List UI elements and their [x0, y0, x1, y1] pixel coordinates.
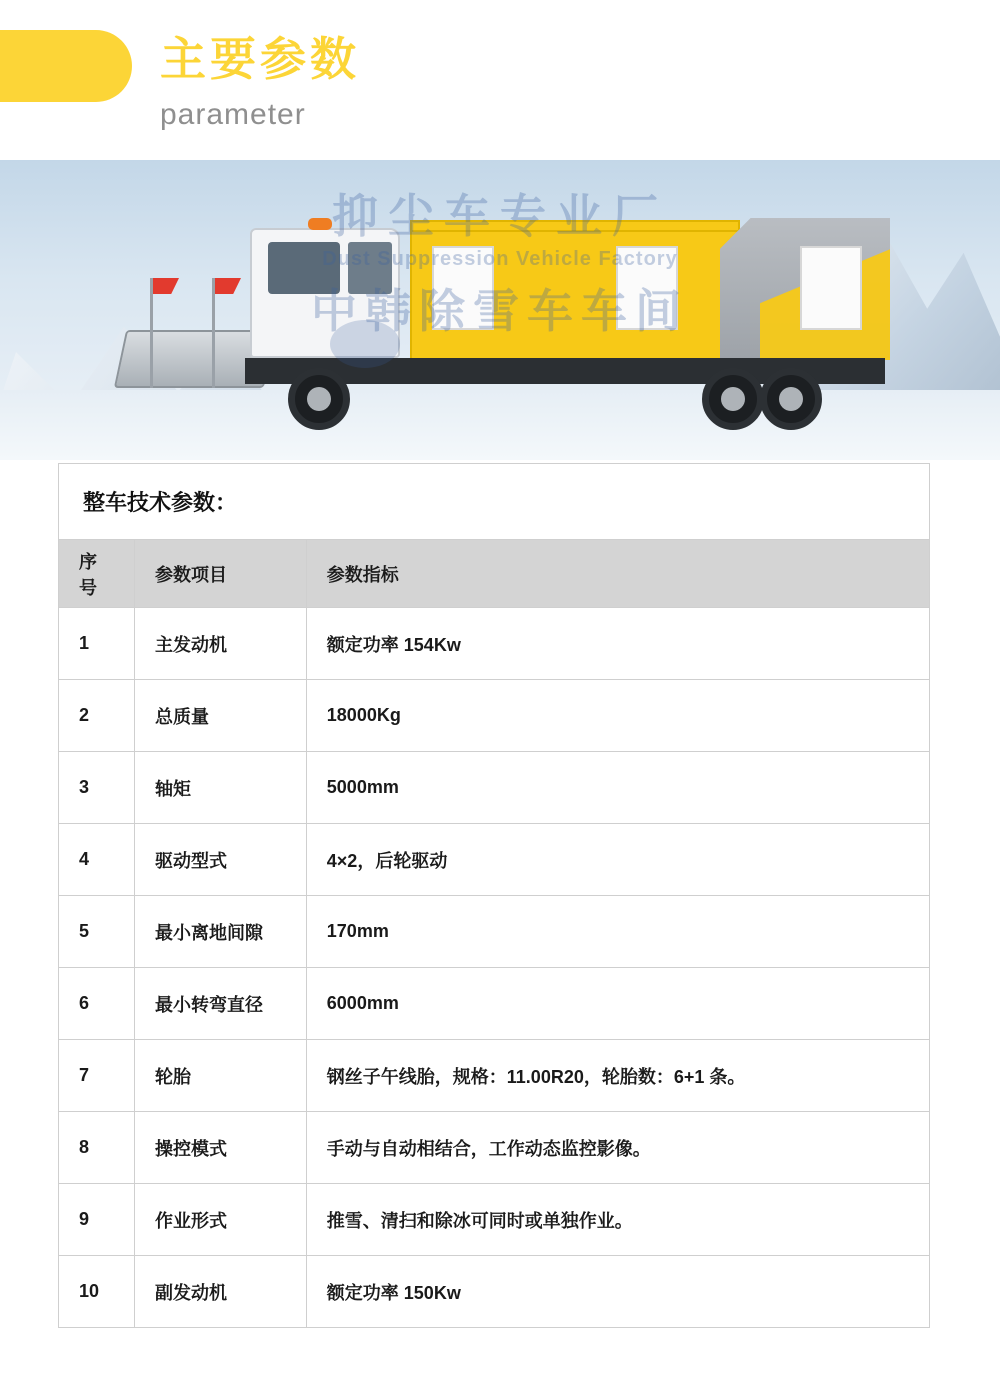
column-header-value: 参数指标 [306, 540, 929, 608]
cell-no: 2 [59, 680, 135, 752]
table-row [59, 1040, 930, 1112]
table-row [59, 608, 930, 680]
table-row [59, 1112, 930, 1184]
cell-no: 6 [59, 968, 135, 1040]
table-row [59, 968, 930, 1040]
cell-value: 额定功率 154Kw [306, 608, 929, 680]
column-header-no: 序号 [59, 540, 135, 608]
cell-no: 5 [59, 896, 135, 968]
beacon-light-icon [308, 218, 332, 230]
cell-no: 1 [59, 608, 135, 680]
table-row [59, 680, 930, 752]
watermark-line-2: Dust Suppression Vehicle Factory [322, 248, 678, 270]
table-row [59, 1256, 930, 1328]
column-header-item: 参数项目 [134, 540, 306, 608]
snow-removal-truck [60, 200, 900, 430]
cell-item: 最小转弯直径 [134, 968, 306, 1040]
cell-value: 6000mm [306, 968, 929, 1040]
body-door-2 [616, 246, 678, 330]
spec-table-body [59, 608, 930, 1328]
cell-value: 推雪、清扫和除冰可同时或单独作业。 [306, 1184, 929, 1256]
table-row [59, 824, 930, 896]
cell-value: 手动与自动相结合，工作动态监控影像。 [306, 1112, 929, 1184]
watermark-line-3: 中韩除雪车车间 [311, 285, 689, 337]
cell-value: 额定功率 150Kw [306, 1256, 929, 1328]
page-title: 主要参数 [160, 33, 360, 85]
cell-no: 7 [59, 1040, 135, 1112]
cell-item: 总质量 [134, 680, 306, 752]
cab-window-front [268, 242, 340, 294]
cell-value: 18000Kg [306, 680, 929, 752]
table-row [59, 896, 930, 968]
body-door-1 [432, 246, 494, 330]
flag-right-icon [215, 278, 241, 294]
cell-no: 10 [59, 1256, 135, 1328]
table-row [59, 752, 930, 824]
flag-left-icon [153, 278, 179, 294]
table-row [59, 1184, 930, 1256]
cell-item: 轮胎 [134, 1040, 306, 1112]
flag-pole-left [150, 278, 153, 388]
cell-item: 作业形式 [134, 1184, 306, 1256]
body-door-3 [800, 246, 862, 330]
cell-value: 4×2，后轮驱动 [306, 824, 929, 896]
spec-table-block [58, 463, 930, 1328]
page-subtitle: parameter [160, 98, 306, 131]
cell-item: 副发动机 [134, 1256, 306, 1328]
hero-image [0, 160, 1000, 460]
spec-table-head [59, 540, 930, 608]
cell-item: 主发动机 [134, 608, 306, 680]
spec-table [58, 539, 930, 1328]
cell-item: 驱动型式 [134, 824, 306, 896]
cell-item: 最小离地间隙 [134, 896, 306, 968]
flag-pole-right [212, 278, 215, 388]
watermark-logo [330, 320, 400, 368]
header-accent-pill [0, 30, 132, 102]
cab-window-side [348, 242, 392, 294]
wheel-hub [779, 387, 803, 411]
wheel-rear-1 [702, 368, 764, 430]
wheel-rear-2 [760, 368, 822, 430]
wheel-hub [307, 387, 331, 411]
wheel-hub [721, 387, 745, 411]
spec-table-caption: 整车技术参数： [58, 463, 930, 539]
cell-no: 9 [59, 1184, 135, 1256]
cell-value: 170mm [306, 896, 929, 968]
cell-no: 3 [59, 752, 135, 824]
cell-no: 8 [59, 1112, 135, 1184]
table-header-row [59, 540, 930, 608]
wheel-front [288, 368, 350, 430]
cell-value: 5000mm [306, 752, 929, 824]
cell-item: 轴矩 [134, 752, 306, 824]
cell-value: 钢丝子午线胎，规格：11.00R20，轮胎数：6+1 条。 [306, 1040, 929, 1112]
watermark-line-1: 抑尘车专业厂 [332, 190, 668, 242]
cell-no: 4 [59, 824, 135, 896]
cell-item: 操控模式 [134, 1112, 306, 1184]
page-header [0, 0, 1000, 160]
